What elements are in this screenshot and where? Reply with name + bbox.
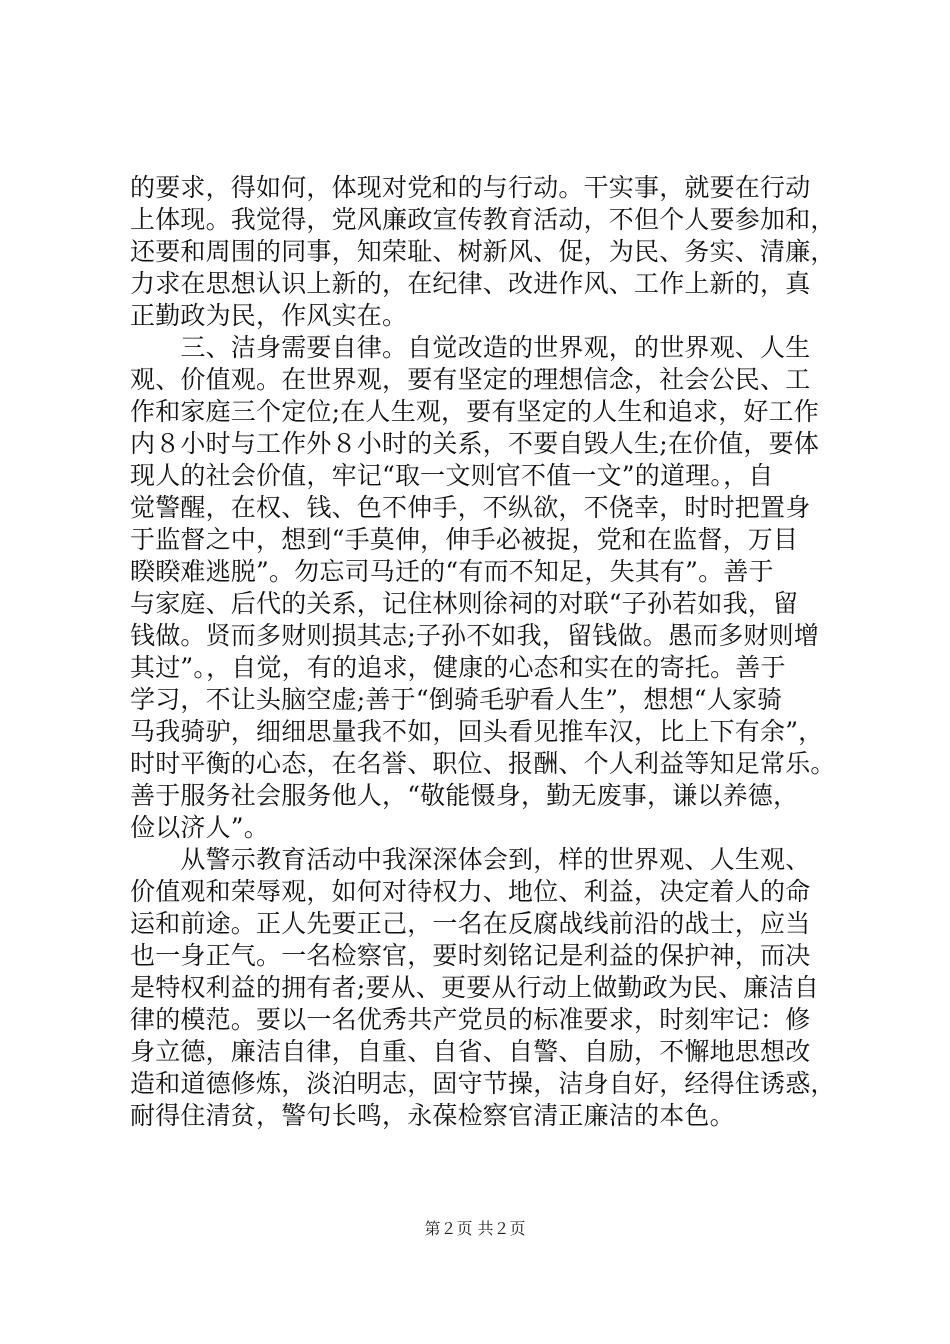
text-line: 正勤政为民，作风实在。 [130, 301, 408, 330]
text-line: 钱做。贤而多财则损其志;子孙不如我，留钱做。愚而多财则增 [130, 621, 820, 650]
text-line: 运和前途。正人先要正己，一名在反腐战线前沿的战士，应当 [130, 909, 811, 938]
text-line: 还要和周围的同事，知荣耻、树新风、促，为民、务实、清廉， [130, 237, 836, 266]
text-line: 是特权利益的拥有者;要从、更要从行动上做勤政为民、廉洁自 [130, 973, 820, 1002]
text-line: 于监督之中，想到“手莫伸，伸手必被捉，党和在监督，万目 [130, 525, 799, 554]
text-line: 觉警醒，在权、钱、色不伸手，不纵欲，不侥幸，时时把置身 [130, 493, 811, 522]
text-line: 身立德，廉洁自律，自重、自省、自警、自励，不懈地思想改 [130, 1037, 811, 1066]
text-line: 其过”。，自觉，有的追求，健康的心态和实在的寄托。善于 [130, 653, 786, 682]
text-line: 观、价值观。在世界观，要有坚定的理想信念，社会公民、工 [130, 365, 811, 394]
text-line: 时时平衡的心态，在名誉、职位、报酬、个人利益等知足常乐。 [130, 749, 836, 778]
text-line: 从警示教育活动中我深深体会到，样的世界观、人生观、 [130, 845, 811, 874]
text-line: 的要求，得如何，体现对党和的与行动。干实事，就要在行动 [130, 173, 811, 202]
text-line: 上体现。我觉得，党风廉政宣传教育活动，不但个人要参加和， [130, 205, 836, 234]
text-line: 力求在思想认识上新的，在纪律、改进作风、工作上新的，真 [130, 269, 811, 298]
text-line: 耐得住清贫，警句长鸣，永葆检察官清正廉洁的本色。 [130, 1101, 735, 1130]
text-line: 作和家庭三个定位;在人生观，要有坚定的人生和追求，好工作 [130, 397, 820, 426]
text-line: 内８小时与工作外８小时的关系，不要自毁人生;在价值，要体 [130, 429, 820, 458]
text-line: 与家庭、后代的关系，记住林则徐祠的对联“子孙若如我，留 [130, 589, 799, 618]
text-line: 现人的社会价值，牢记“取一文则官不值一文”的道理。，自 [130, 461, 774, 490]
text-line: 善于服务社会服务他人，“敬能慑身，勤无废事，谦以养德， [130, 781, 799, 810]
text-line: 也一身正气。一名检察官，要时刻铭记是利益的保护神，而决 [130, 941, 811, 970]
text-line: 俭以济人”。 [130, 813, 269, 842]
text-line: 学习，不让头脑空虚;善于“倒骑毛驴看人生”，想想“人家骑 [130, 685, 783, 714]
text-line: 睽睽难逃脱”。勿忘司马迁的“有而不知足，失其有”。善于 [130, 557, 774, 586]
text-line: 造和道德修炼，淡泊明志，固守节操，洁身自好，经得住诱惑， [130, 1069, 836, 1098]
text-line: 三、洁身需要自律。自觉改造的世界观，的世界观、人生 [130, 333, 811, 362]
text-line: 律的模范。要以一名优秀共产党员的标准要求，时刻牢记：修 [130, 1005, 811, 1034]
text-line: 马我骑驴，细细思量我不如，回头看见推车汉，比上下有余”， [130, 717, 824, 746]
text-line: 价值观和荣辱观，如何对待权力、地位、利益，决定着人的命 [130, 877, 811, 906]
page-number-footer: 第２页 共２页 [424, 1219, 526, 1238]
document-body [130, 172, 836, 1132]
